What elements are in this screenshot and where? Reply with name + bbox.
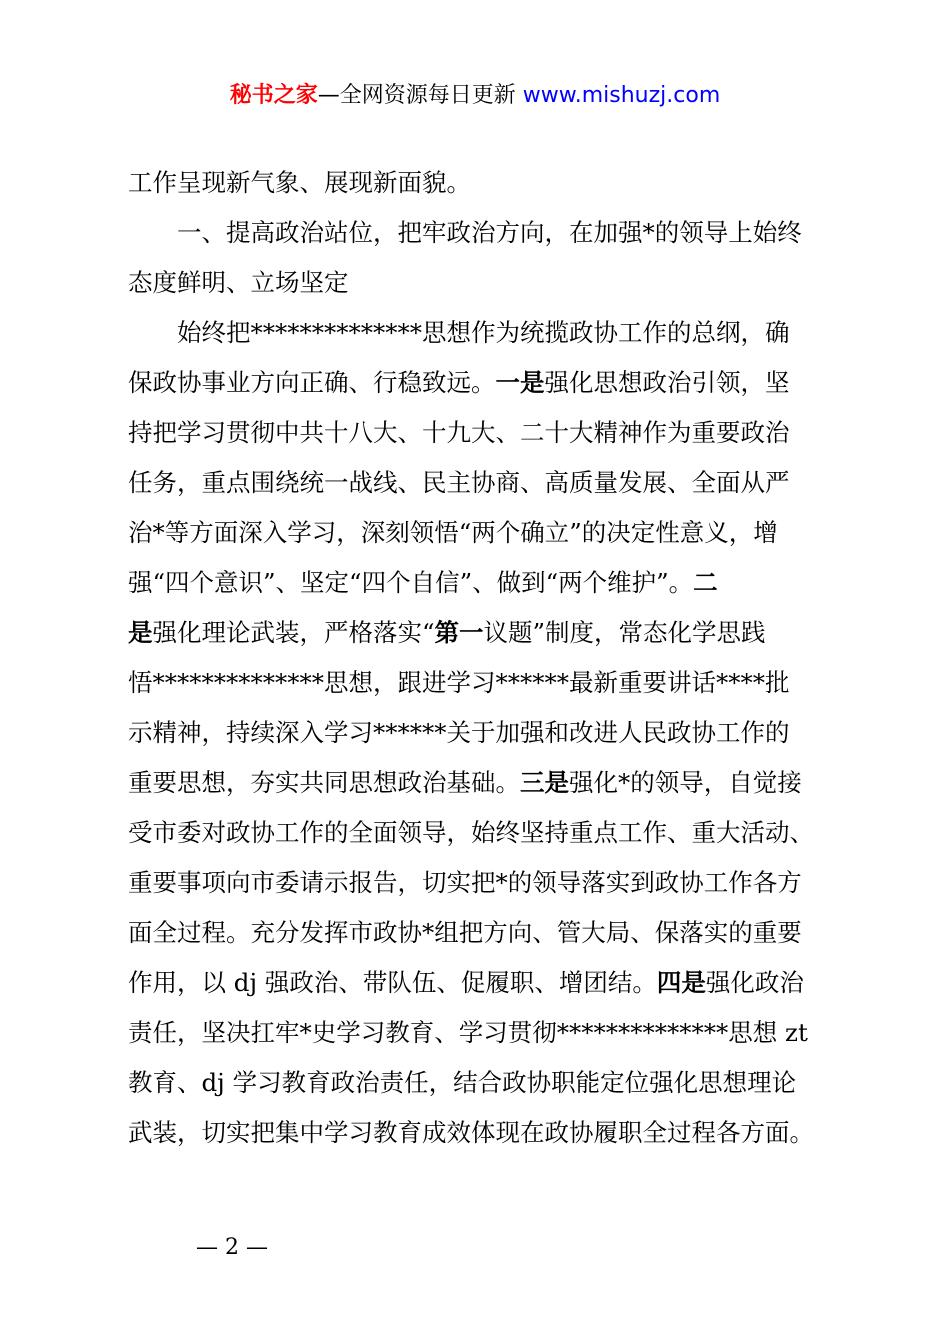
text-segment: 任务，重点围绕统一战线、民主协商、高质量发展、全面从严 [128,468,790,497]
text-segment: 强“四个意识”、坚定“四个自信”、做到“两个维护”。 [128,568,694,597]
document-body [128,158,840,1158]
text-segment: 议题”制度，常态化学思践 [483,618,766,647]
text-line [128,958,840,1008]
text-segment: 强化思想政治引领，坚 [544,368,790,397]
header-slogan: —全网资源每日更新 [317,83,523,108]
text-segment: 悟**************思想，跟进学习******最新重要讲话****批 [128,668,790,697]
text-segment: 持把学习贯彻中共十八大、十九大、二十大精神作为重要政治 [128,418,790,447]
text-segment: 工作呈现新气象、展现新面貌。 [128,168,471,197]
text-line [128,758,840,808]
bold-text-segment: 一是 [495,368,545,397]
text-line [128,708,840,758]
text-line [128,308,840,358]
text-segment: 保政协事业方向正确、行稳致远。 [128,368,496,397]
text-line [128,608,840,658]
text-segment: 重要思想，夯实共同思想政治基础。 [128,768,520,797]
text-line [128,808,840,858]
text-segment: 教育、dj 学习教育政治责任，结合政协职能定位强化思想理论 [128,1068,797,1097]
brand-name: 秘书之家 [229,83,318,108]
text-line [128,908,840,958]
text-line [128,208,840,258]
text-segment: 强化理论武装，严格落实“ [152,618,435,647]
text-segment: 态度鲜明、立场坚定 [128,268,349,297]
text-line [128,458,840,508]
text-segment: 强化*的领导，自觉接 [569,768,802,797]
text-segment: 治*等方面深入学习，深刻领悟“两个确立”的决定性意义，增 [128,518,778,547]
text-segment: 受市委对政协工作的全面领导，始终坚持重点工作、重大活动、 [128,818,814,847]
text-segment: 示精神，持续深入学习******关于加强和改进人民政协工作的 [128,718,790,747]
text-line [128,258,840,308]
text-line [128,658,840,708]
text-line [128,158,840,208]
text-line [128,408,840,458]
bold-text-segment: 四是 [656,968,706,997]
page-number: — 2 — [196,1235,268,1260]
site-header [0,78,950,114]
text-line [128,358,840,408]
text-line [128,558,840,608]
text-line [128,1058,840,1108]
text-line [128,1008,840,1058]
text-segment: 面全过程。充分发挥市政协*组把方向、管大局、保落实的重要 [128,918,802,947]
text-segment: 强化政治 [705,968,804,997]
bold-text-segment: 三是 [520,768,569,797]
text-line [128,1108,840,1158]
text-segment: 重要事项向市委请示报告，切实把*的领导落实到政协工作各方 [128,868,802,897]
bold-text-segment: 第一 [434,618,484,647]
text-segment: 一、提高政治站位，把牢政治方向，在加强*的领导上始终 [128,218,802,247]
text-line [128,858,840,908]
text-segment: 责任，坚决扛牢*史学习教育、学习贯彻**************思想 zt [128,1018,808,1047]
bold-text-segment: 是 [128,618,153,647]
site-url-link[interactable]: www.mishuzj.com [522,83,721,108]
text-segment: 作用，以 dj 强政治、带队伍、促履职、增团结。 [128,968,657,997]
text-line [128,508,840,558]
text-segment: 始终把**************思想作为统揽政协工作的总纲，确 [128,318,790,347]
text-segment: 武装，切实把集中学习教育成效体现在政协履职全过程各方面。 [128,1118,814,1147]
bold-text-segment: 二 [693,568,718,597]
